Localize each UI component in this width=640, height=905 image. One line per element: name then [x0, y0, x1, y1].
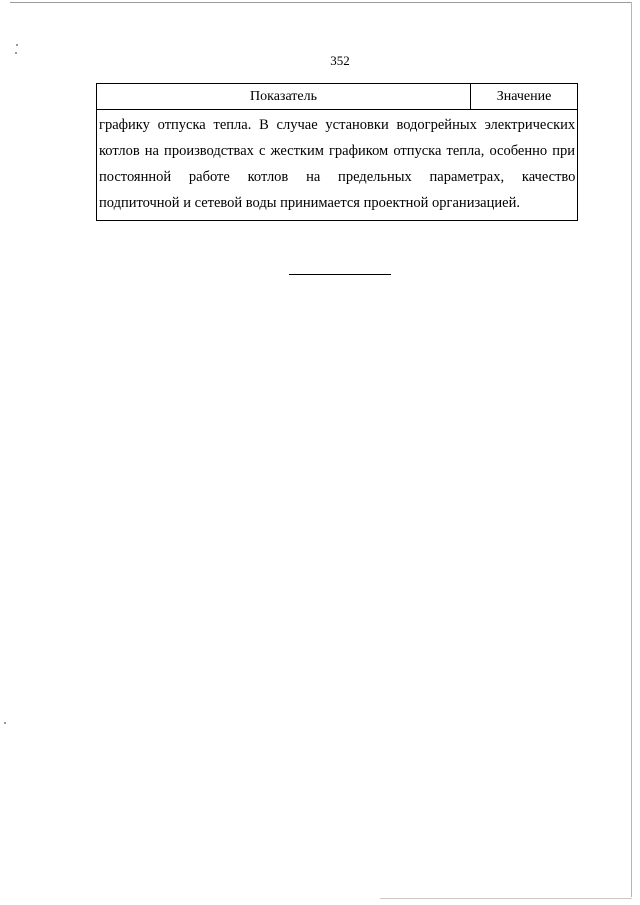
- table-body-cell: [99, 110, 575, 220]
- scan-edge-bottom: [380, 898, 632, 899]
- header-indicator: Показатель: [97, 84, 471, 109]
- body-text-line: постоянной работе котлов на предельных параметрах, качество: [99, 169, 576, 185]
- body-text-line: котлов на производствах с жестким графиком отпуска тепла, особенно при: [99, 143, 575, 159]
- scan-speck: [4, 722, 6, 724]
- page-number: 352: [330, 53, 350, 68]
- header-value: Значение: [496, 89, 552, 104]
- body-text-line: подпиточной и сетевой воды принимается проектной организацией.: [99, 195, 520, 211]
- document-table: [96, 83, 578, 221]
- body-text-line: графику отпуска тепла. В случае установки водогрейных электрических: [99, 117, 576, 133]
- scan-speck: [16, 44, 18, 46]
- scan-edge-top: [10, 2, 632, 3]
- end-of-document-rule: [289, 274, 391, 275]
- scan-edge-right: [631, 2, 632, 897]
- table-header-row: [97, 84, 577, 110]
